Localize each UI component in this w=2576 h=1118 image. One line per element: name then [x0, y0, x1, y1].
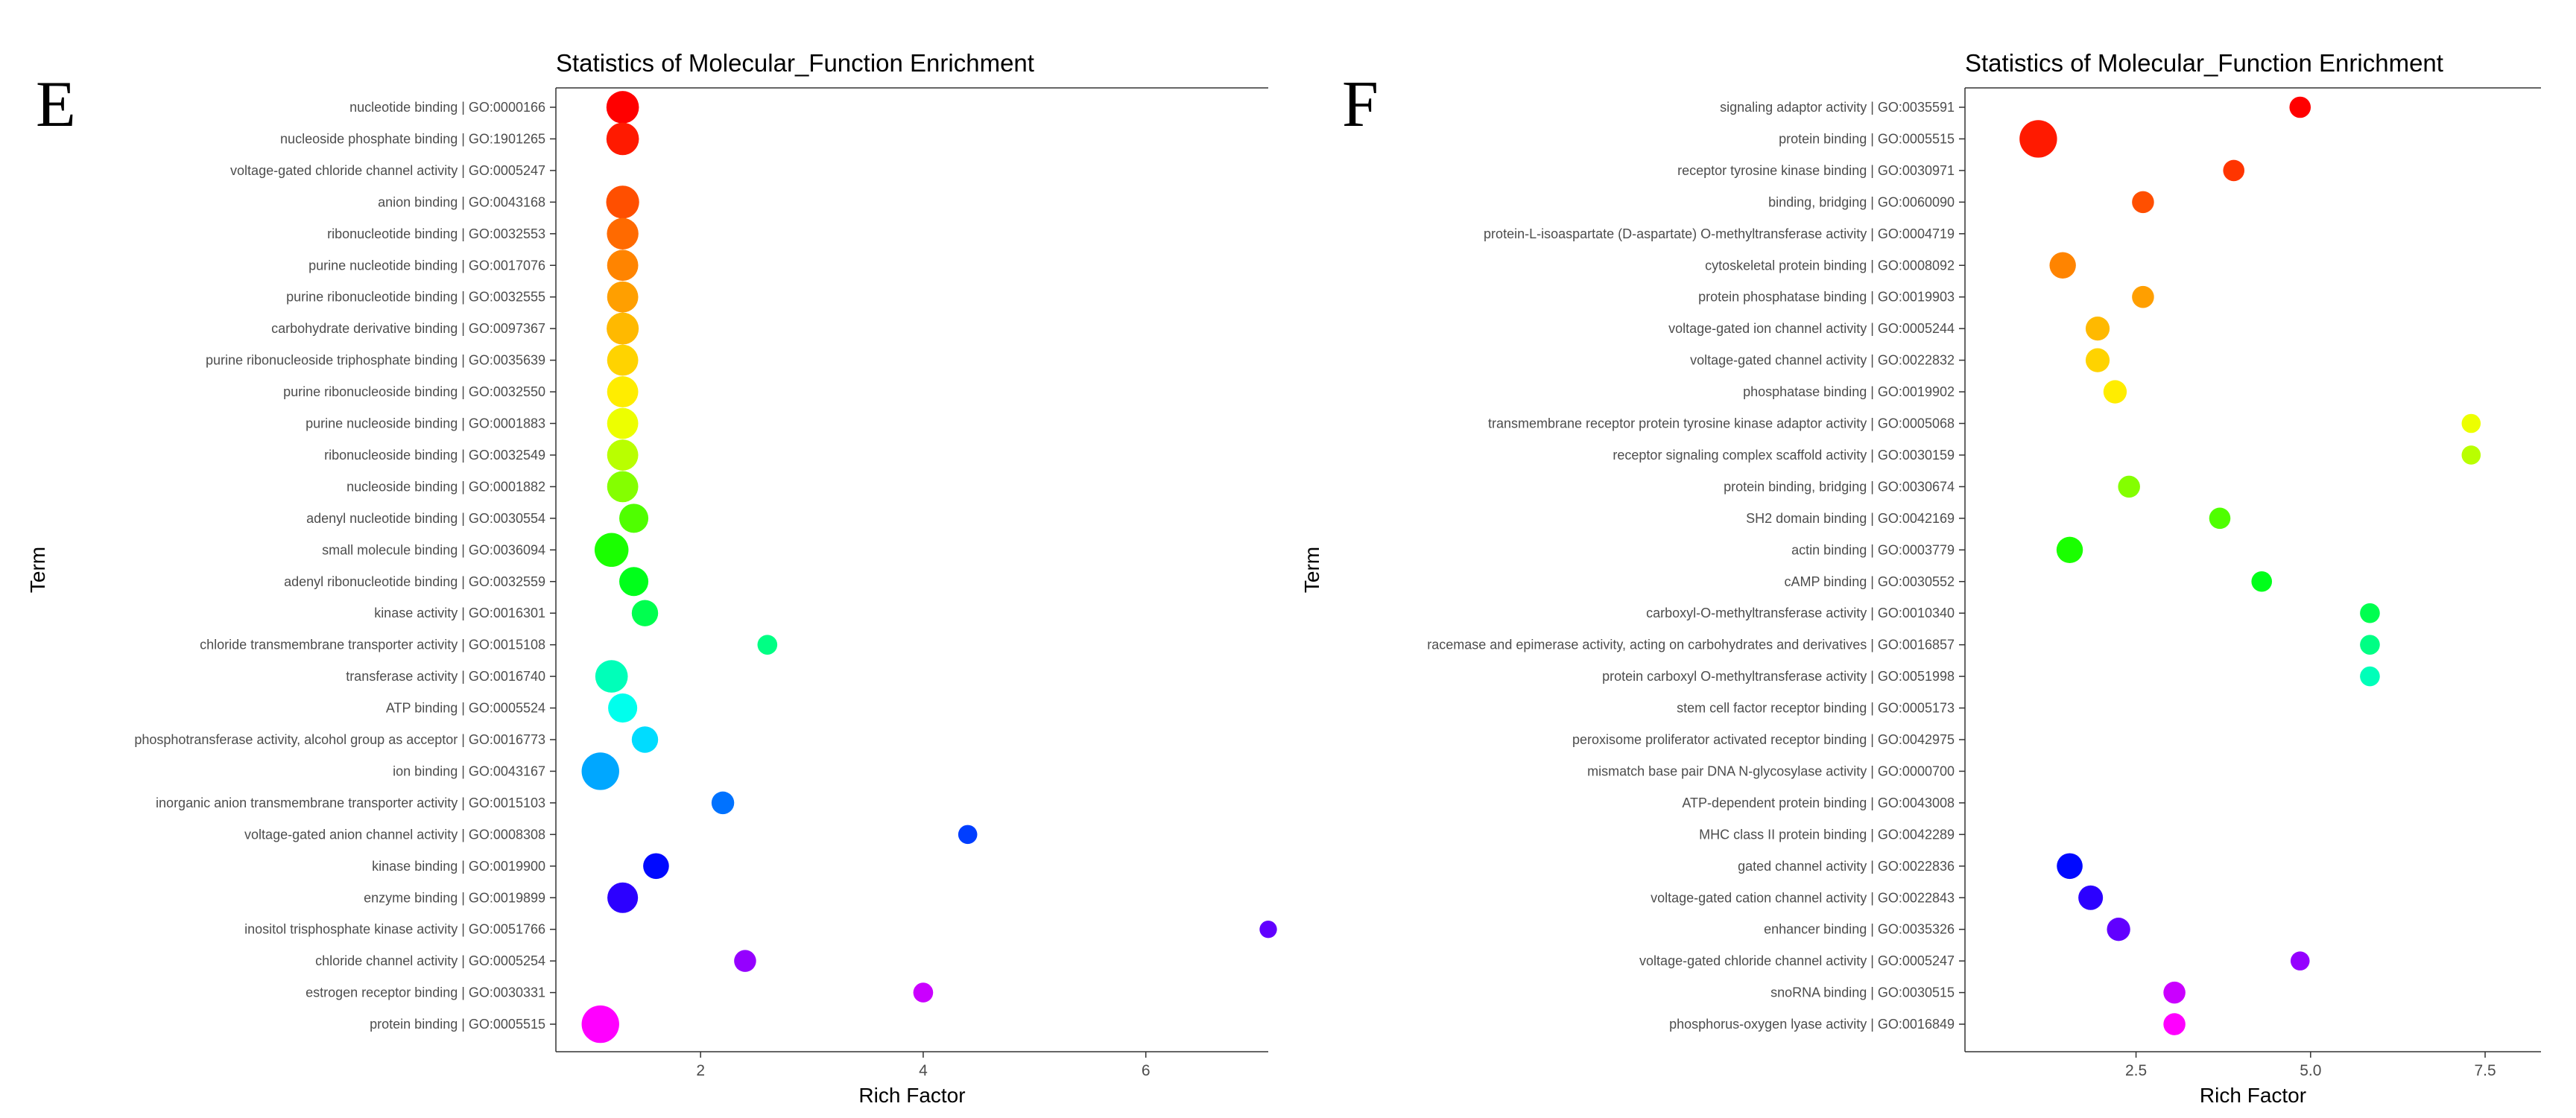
- x-axis-title: Rich Factor: [2199, 1084, 2307, 1107]
- data-point: [607, 345, 639, 376]
- term-label: nucleotide binding | GO:0000166: [349, 100, 545, 115]
- data-point: [2209, 508, 2231, 530]
- data-point: [643, 853, 669, 879]
- data-point: [2132, 191, 2154, 214]
- term-label: SH2 domain binding | GO:0042169: [1746, 510, 1955, 526]
- term-label: ATP binding | GO:0005524: [385, 700, 545, 716]
- term-label: protein binding | GO:0005515: [370, 1017, 545, 1032]
- term-label: adenyl ribonucleotide binding | GO:0032559: [284, 574, 545, 589]
- data-point: [607, 471, 639, 503]
- data-point: [2163, 1013, 2186, 1035]
- term-label: cAMP binding | GO:0030552: [1784, 574, 1955, 589]
- term-label: purine nucleotide binding | GO:0017076: [308, 258, 545, 273]
- data-point: [2163, 982, 2186, 1004]
- panel-letter-e: E: [36, 69, 76, 141]
- term-label: purine nucleoside binding | GO:0001883: [306, 416, 545, 431]
- data-point: [607, 883, 638, 913]
- x-tick-label: 6: [1141, 1062, 1151, 1079]
- term-label: MHC class II protein binding | GO:0042289: [1699, 827, 1955, 842]
- term-label: purine ribonucleoside binding | GO:0032550: [283, 384, 545, 400]
- term-label: protein carboxyl O-methyltransferase activity | GO:0051998: [1602, 669, 1955, 685]
- term-label: enzyme binding | GO:0019899: [364, 890, 545, 906]
- term-label: ATP-dependent protein binding | GO:0043008: [1682, 795, 1955, 810]
- data-point: [2057, 537, 2083, 563]
- term-label: actin binding | GO:0003779: [1791, 542, 1955, 558]
- data-point: [2223, 160, 2244, 182]
- term-label: voltage-gated chloride channel activity | GO:0005247: [1639, 953, 1955, 969]
- term-label: phosphorus-oxygen lyase activity | GO:0016849: [1669, 1017, 1955, 1032]
- data-point: [2107, 918, 2130, 941]
- term-label: protein phosphatase binding | GO:0019903: [1698, 289, 1955, 305]
- term-label: protein-L-isoaspartate (D-aspartate) O-methyltransferase activity | GO:0004719: [1484, 226, 1955, 241]
- term-label: adenyl nucleotide binding | GO:0030554: [306, 510, 545, 526]
- term-label: voltage-gated anion channel activity | GO:0008308: [244, 827, 545, 842]
- data-point: [582, 752, 619, 790]
- data-point: [582, 1006, 619, 1043]
- term-label: binding, bridging | GO:0060090: [1768, 194, 1955, 210]
- x-tick-label: 2.5: [2124, 1062, 2148, 1079]
- term-label: nucleoside binding | GO:0001882: [346, 479, 545, 495]
- x-tick-label: 2: [696, 1062, 706, 1079]
- term-label: receptor signaling complex scaffold activity | GO:0030159: [1613, 447, 1955, 463]
- data-point: [2289, 97, 2311, 118]
- data-point: [608, 693, 637, 722]
- data-point: [607, 91, 639, 124]
- data-point: [607, 313, 639, 345]
- term-label: inositol trisphosphate kinase activity | GO:0051766: [244, 921, 545, 937]
- term-label: purine ribonucleoside triphosphate binding | GO:0035639: [206, 352, 545, 368]
- data-point: [2019, 120, 2057, 157]
- chart-panel-e: [26, 49, 1277, 1107]
- panel-letter-f: F: [1342, 69, 1379, 141]
- chart-title: Statistics of Molecular_Function Enrichment: [1965, 49, 2443, 77]
- x-tick-label: 5.0: [2300, 1062, 2322, 1079]
- data-point: [607, 408, 639, 439]
- data-point: [619, 567, 648, 596]
- term-label: kinase activity | GO:0016301: [374, 606, 545, 621]
- data-point: [2462, 414, 2481, 433]
- term-label: mismatch base pair DNA N-glycosylase activity | GO:0000700: [1587, 763, 1955, 779]
- data-point: [2360, 635, 2380, 655]
- term-label: chloride transmembrane transporter activity | GO:0015108: [200, 637, 545, 652]
- data-point: [958, 825, 978, 845]
- data-point: [607, 282, 639, 313]
- data-point: [2086, 349, 2110, 372]
- data-point: [2078, 886, 2103, 910]
- term-label: voltage-gated ion channel activity | GO:0005244: [1668, 321, 1955, 337]
- data-point: [2360, 667, 2380, 687]
- term-label: voltage-gated channel activity | GO:0022832: [1690, 352, 1955, 368]
- y-axis-title: Term: [26, 546, 49, 594]
- data-point: [2057, 853, 2083, 879]
- term-label: voltage-gated chloride channel activity | GO:0005247: [230, 162, 545, 178]
- term-label: estrogen receptor binding | GO:0030331: [306, 985, 545, 1000]
- x-tick-label: 4: [919, 1062, 928, 1079]
- x-axis-title: Rich Factor: [858, 1084, 966, 1107]
- term-label: cytoskeletal protein binding | GO:0008092: [1705, 258, 1955, 273]
- data-point: [2360, 603, 2380, 623]
- term-label: phosphotransferase activity, alcohol group as acceptor | GO:0016773: [134, 732, 545, 747]
- data-point: [607, 439, 639, 471]
- term-label: signaling adaptor activity | GO:0035591: [1720, 100, 1955, 115]
- term-label: ribonucleoside binding | GO:0032549: [324, 447, 545, 463]
- data-point: [712, 792, 734, 814]
- term-label: kinase binding | GO:0019900: [372, 858, 545, 874]
- data-point: [632, 600, 658, 626]
- term-label: transmembrane receptor protein tyrosine kinase adaptor activity | GO:0005068: [1487, 416, 1955, 431]
- data-point: [1259, 921, 1276, 938]
- data-point: [2049, 252, 2075, 279]
- term-label: stem cell factor receptor binding | GO:0005173: [1677, 700, 1955, 716]
- x-tick-label: 7.5: [2474, 1062, 2496, 1079]
- data-point: [734, 950, 756, 972]
- data-point: [607, 123, 639, 156]
- data-point: [2291, 951, 2310, 971]
- data-point: [2086, 317, 2110, 340]
- data-point: [632, 726, 658, 752]
- data-point: [607, 376, 639, 407]
- term-label: anion binding | GO:0043168: [378, 194, 545, 210]
- term-label: ribonucleotide binding | GO:0032553: [327, 226, 545, 241]
- term-label: snoRNA binding | GO:0030515: [1770, 985, 1955, 1000]
- data-point: [607, 250, 639, 281]
- term-label: chloride channel activity | GO:0005254: [315, 953, 545, 969]
- term-label: gated channel activity | GO:0022836: [1738, 858, 1955, 874]
- term-label: voltage-gated cation channel activity | GO:0022843: [1651, 890, 1955, 906]
- data-point: [2132, 286, 2154, 308]
- term-label: transferase activity | GO:0016740: [346, 669, 545, 685]
- data-point: [606, 185, 639, 218]
- term-label: ion binding | GO:0043167: [393, 763, 545, 779]
- data-point: [2118, 476, 2140, 498]
- term-label: enhancer binding | GO:0035326: [1764, 921, 1955, 937]
- term-label: inorganic anion transmembrane transporter activity | GO:0015103: [156, 795, 545, 810]
- data-point: [2462, 445, 2481, 465]
- data-point: [758, 635, 778, 655]
- term-label: protein binding, bridging | GO:0030674: [1724, 479, 1955, 495]
- term-label: carboxyl-O-methyltransferase activity | GO:0010340: [1646, 606, 1955, 621]
- chart-title: Statistics of Molecular_Function Enrichment: [556, 49, 1034, 77]
- data-point: [2104, 380, 2127, 403]
- data-point: [595, 660, 628, 693]
- data-point: [607, 218, 638, 250]
- data-point: [595, 533, 629, 568]
- term-label: purine ribonucleotide binding | GO:0032555: [286, 289, 545, 305]
- term-label: receptor tyrosine kinase binding | GO:0030971: [1677, 162, 1955, 178]
- data-point: [914, 982, 934, 1003]
- term-label: small molecule binding | GO:0036094: [322, 542, 545, 558]
- data-point: [2251, 571, 2272, 592]
- y-axis-title: Term: [1300, 546, 1323, 594]
- term-label: protein binding | GO:0005515: [1779, 131, 1955, 147]
- term-label: peroxisome proliferator activated receptor binding | GO:0042975: [1572, 732, 1955, 747]
- term-label: racemase and epimerase activity, acting on carbohydrates and derivatives | GO:0016857: [1427, 637, 1955, 652]
- term-label: carbohydrate derivative binding | GO:0097367: [271, 321, 545, 337]
- chart-panel-f: [1300, 49, 2541, 1107]
- term-label: nucleoside phosphate binding | GO:1901265: [280, 131, 545, 147]
- data-point: [619, 504, 648, 533]
- term-label: phosphatase binding | GO:0019902: [1743, 384, 1955, 400]
